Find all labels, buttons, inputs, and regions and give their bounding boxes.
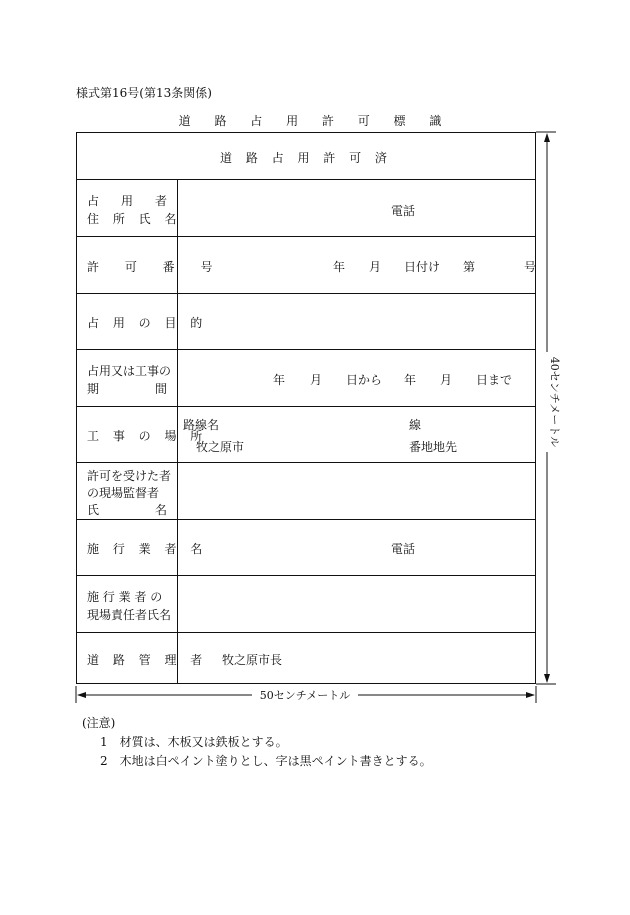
- occupant-label-char: 占: [87, 194, 100, 208]
- period-label-char: 間: [154, 382, 167, 396]
- contractor-manager-label-line1: 施 行 業 者 の: [87, 590, 163, 604]
- period-label-line1: 占用又は工事の: [87, 364, 172, 378]
- notes-heading: (注意): [82, 716, 116, 730]
- purpose-label: 占 用 の 目 的: [87, 316, 208, 330]
- supervisor-label-char: 氏: [87, 503, 100, 517]
- contractor-manager-label-line2: 現場責任者氏名: [87, 608, 172, 622]
- height-arrow-up-icon: [544, 133, 550, 142]
- period-month-from: 月: [310, 373, 323, 387]
- period-year-until: 年: [404, 373, 417, 387]
- width-arrow-left-icon: [77, 692, 86, 698]
- width-label: 50センチメートル: [259, 689, 351, 702]
- period-from: 日から: [346, 373, 383, 387]
- occupant-label-char: 用: [120, 194, 133, 208]
- sign-title: 道 路 占 用 許 可 済: [220, 151, 392, 165]
- place-address-suffix: 番地地先: [409, 440, 458, 454]
- permit-month: 月: [369, 260, 382, 274]
- place-line: 線: [409, 418, 422, 432]
- supervisor-label-line1: 許可を受けた者: [87, 469, 172, 483]
- note-item: 2 木地は白ペイント塗りとし、字は黒ペイント書きとする。: [100, 754, 432, 768]
- width-arrow-right-icon: [526, 692, 535, 698]
- place-city: 牧之原市: [196, 440, 245, 454]
- road-admin-label: 道 路 管 理 者: [87, 653, 208, 667]
- place-label: 工 事 の 場 所: [87, 429, 208, 443]
- occupant-label-line2: 住 所 氏 名: [87, 212, 182, 226]
- period-year-from: 年: [273, 373, 286, 387]
- form-number: 様式第16号(第13条関係): [76, 86, 212, 100]
- supervisor-label-char: 名: [154, 503, 167, 517]
- note-item: 1 材質は、木板又は鉄板とする。: [100, 735, 288, 749]
- period-until: 日まで: [476, 373, 513, 387]
- place-route-name: 路線名: [183, 418, 220, 432]
- contractor-phone-label: 電話: [391, 542, 416, 556]
- road-admin-value: 牧之原市長: [222, 653, 283, 667]
- permit-year: 年: [333, 260, 346, 274]
- permit-dai: 第: [463, 260, 476, 274]
- period-label-char: 期: [87, 382, 100, 396]
- occupant-phone-label: 電話: [391, 204, 416, 218]
- permit-go: 号: [524, 260, 537, 274]
- permit-number-label: 許 可 番 号: [87, 260, 224, 274]
- period-month-until: 月: [440, 373, 453, 387]
- height-arrow-down-icon: [544, 674, 550, 683]
- height-label: 40センチメートル: [548, 356, 561, 448]
- sign-caption: 道 路 占 用 許 可 標 識: [178, 114, 452, 128]
- permit-date-suffix: 日付け: [404, 260, 441, 274]
- notes: [82, 714, 432, 771]
- supervisor-label-line2: の現場監督者: [87, 486, 160, 500]
- occupant-label-char: 者: [154, 194, 167, 208]
- contractor-label: 施 行 業 者 名: [87, 542, 208, 556]
